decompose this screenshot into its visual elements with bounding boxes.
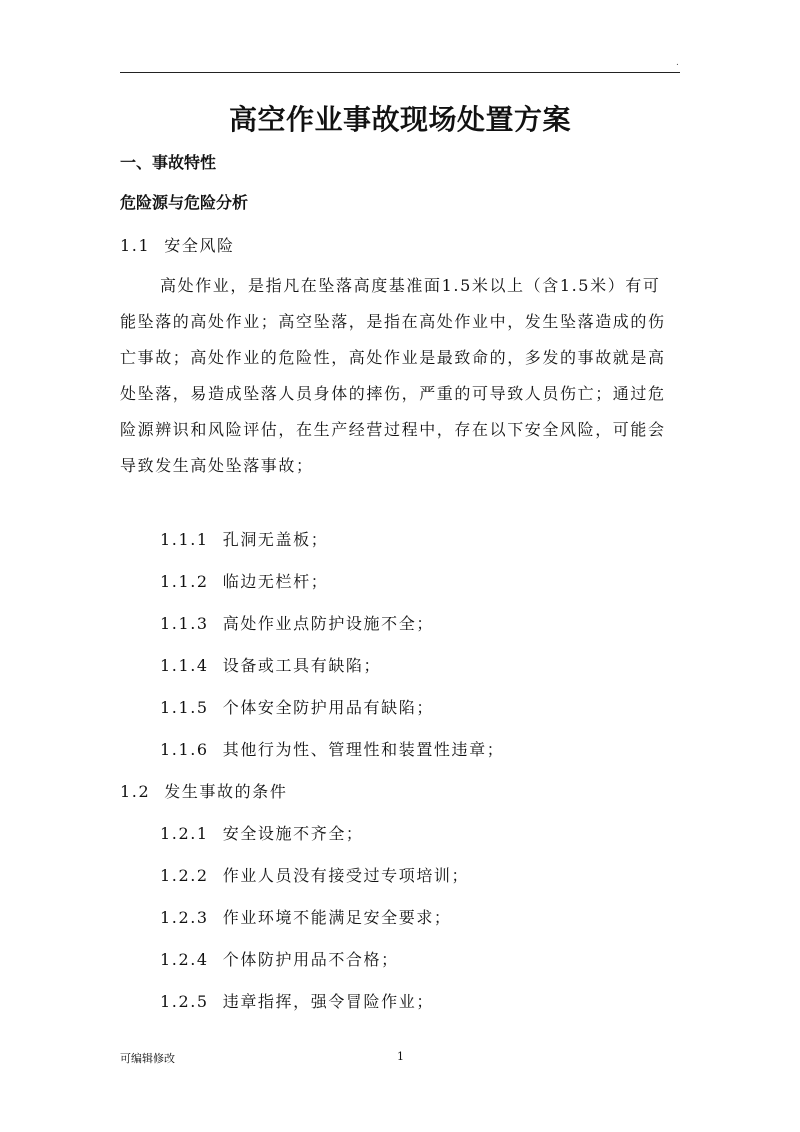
item-text: 个体防护用品不合格； xyxy=(222,950,399,969)
header-mark: . xyxy=(676,58,679,68)
list-item xyxy=(160,950,399,970)
item-number: 1.1.6 xyxy=(160,740,209,759)
list-item xyxy=(160,866,469,886)
item-number: 1.1.4 xyxy=(160,656,209,675)
footer-note: 可编辑修改 xyxy=(120,1052,175,1065)
item-number: 1.2.1 xyxy=(160,824,209,843)
item-number: 1.2.3 xyxy=(160,908,209,927)
page-number: 1 xyxy=(397,1050,404,1063)
item-text: 作业环境不能满足安全要求； xyxy=(222,908,452,927)
list-item xyxy=(160,656,381,676)
item-text: 高处作业点防护设施不全； xyxy=(222,614,434,633)
item-text: 违章指挥，强令冒险作业； xyxy=(222,992,434,1011)
item-text: 孔洞无盖板； xyxy=(222,530,329,549)
section-1-1-heading xyxy=(120,236,235,256)
subsection-heading: 危险源与危险分析 xyxy=(120,193,249,212)
section-number: 1.1 xyxy=(120,236,151,255)
list-item xyxy=(160,698,434,718)
item-text: 其他行为性、管理性和装置性违章； xyxy=(222,740,505,759)
item-text: 设备或工具有缺陷； xyxy=(222,656,382,675)
item-number: 1.1.5 xyxy=(160,698,209,717)
list-item xyxy=(160,824,364,844)
item-number: 1.2.2 xyxy=(160,866,209,885)
item-text: 个体安全防护用品有缺陷； xyxy=(222,698,434,717)
list-item xyxy=(160,992,434,1012)
risk-paragraph: 高处作业，是指凡在坠落高度基准面1.5米以上（含1.5米）有可能坠落的高处作业；高空坠落，是指在高处作业中，发生坠落造成的伤亡事故；高处作业的危险性，高处作业是最致命的，多发的事故就是高处坠落，易造成坠落人员身体的摔伤，严重的可导致人员伤亡；通过危险源辨识和风险评估，在生产经营过程中，存在以下安全风险，可能会导致发生高处坠落事故； xyxy=(120,276,666,475)
item-text: 安全设施不齐全； xyxy=(222,824,364,843)
section-1-2-heading xyxy=(120,782,287,802)
list-item xyxy=(160,572,328,592)
item-number: 1.1.2 xyxy=(160,572,209,591)
item-number: 1.2.5 xyxy=(160,992,209,1011)
list-item xyxy=(160,740,504,760)
item-text: 临边无栏杆； xyxy=(222,572,329,591)
item-text: 作业人员没有接受过专项培训； xyxy=(222,866,470,885)
item-number: 1.1.3 xyxy=(160,614,209,633)
item-number: 1.1.1 xyxy=(160,530,209,549)
list-item xyxy=(160,614,434,634)
section-title: 安全风险 xyxy=(164,236,235,255)
list-item xyxy=(160,908,452,928)
section-number: 1.2 xyxy=(120,782,151,801)
document-title: 高空作业事故现场处置方案 xyxy=(228,103,571,136)
item-number: 1.2.4 xyxy=(160,950,209,969)
section-heading: 一、事故特性 xyxy=(120,153,217,172)
section-title: 发生事故的条件 xyxy=(164,782,288,801)
list-item xyxy=(160,530,328,550)
header-rule xyxy=(120,72,680,73)
